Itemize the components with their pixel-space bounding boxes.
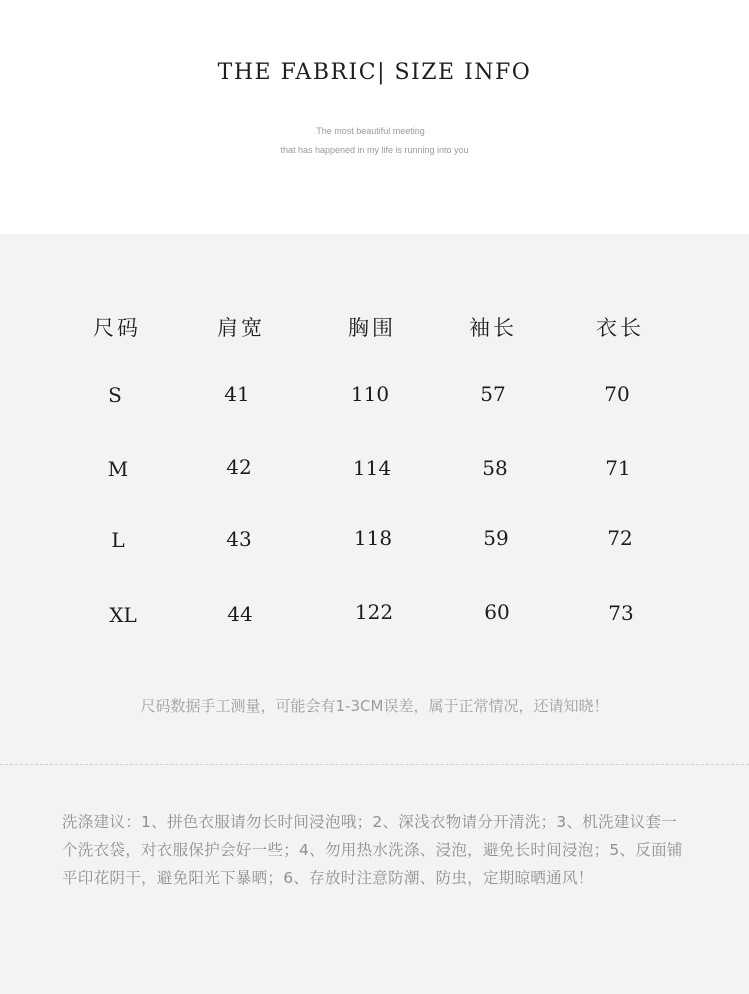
table-cell: L bbox=[111, 528, 125, 552]
table-cell: 122 bbox=[354, 600, 394, 624]
care-instructions: 洗涤建议：1、拼色衣服请勿长时间浸泡哦；2、深浅衣物请分开清洗；3、机洗建议套一个洗衣袋，对衣服保护会好一些；4、勿用热水洗涤、浸泡，避免长时间浸泡；5、反面铺平印花阴干，避免阳光下暴晒；6、存放时注意防潮、防虫，定期晾晒通风！ bbox=[62, 813, 683, 887]
table-cell: 73 bbox=[608, 601, 634, 625]
table-cell: XL bbox=[109, 603, 137, 627]
table-cell: 43 bbox=[226, 527, 252, 551]
col-header-length: 衣长 bbox=[596, 316, 644, 340]
col-header-sleeve: 袖长 bbox=[469, 316, 517, 340]
table-cell: 118 bbox=[353, 526, 393, 550]
header-section bbox=[0, 0, 749, 234]
table-cell: S bbox=[108, 383, 122, 407]
table-cell: 41 bbox=[224, 382, 250, 406]
table-cell: 44 bbox=[227, 602, 253, 626]
col-header-shoulder: 肩宽 bbox=[217, 316, 265, 340]
table-cell: 110 bbox=[350, 382, 390, 406]
subtitle-line-2: that has happened in my life is running into you bbox=[280, 145, 469, 155]
table-cell: 58 bbox=[482, 456, 508, 480]
table-cell: 72 bbox=[607, 526, 633, 550]
table-cell: 71 bbox=[605, 456, 631, 480]
measurement-note: 尺码数据手工测量，可能会有1-3CM误差，属于正常情况，还请知晓！ bbox=[140, 697, 609, 715]
table-cell: 57 bbox=[480, 382, 506, 406]
col-header-size: 尺码 bbox=[93, 316, 141, 340]
table-cell: 42 bbox=[226, 455, 252, 479]
subtitle-line-1: The most beautiful meeting bbox=[316, 126, 425, 136]
table-cell: M bbox=[107, 457, 129, 481]
table-cell: 114 bbox=[352, 456, 392, 480]
col-header-chest: 胸围 bbox=[348, 316, 396, 340]
table-cell: 59 bbox=[483, 526, 509, 550]
page-title: THE FABRIC| SIZE INFO bbox=[217, 60, 532, 85]
table-cell: 60 bbox=[484, 600, 510, 624]
dashed-divider bbox=[0, 764, 749, 765]
table-cell: 70 bbox=[604, 382, 630, 406]
